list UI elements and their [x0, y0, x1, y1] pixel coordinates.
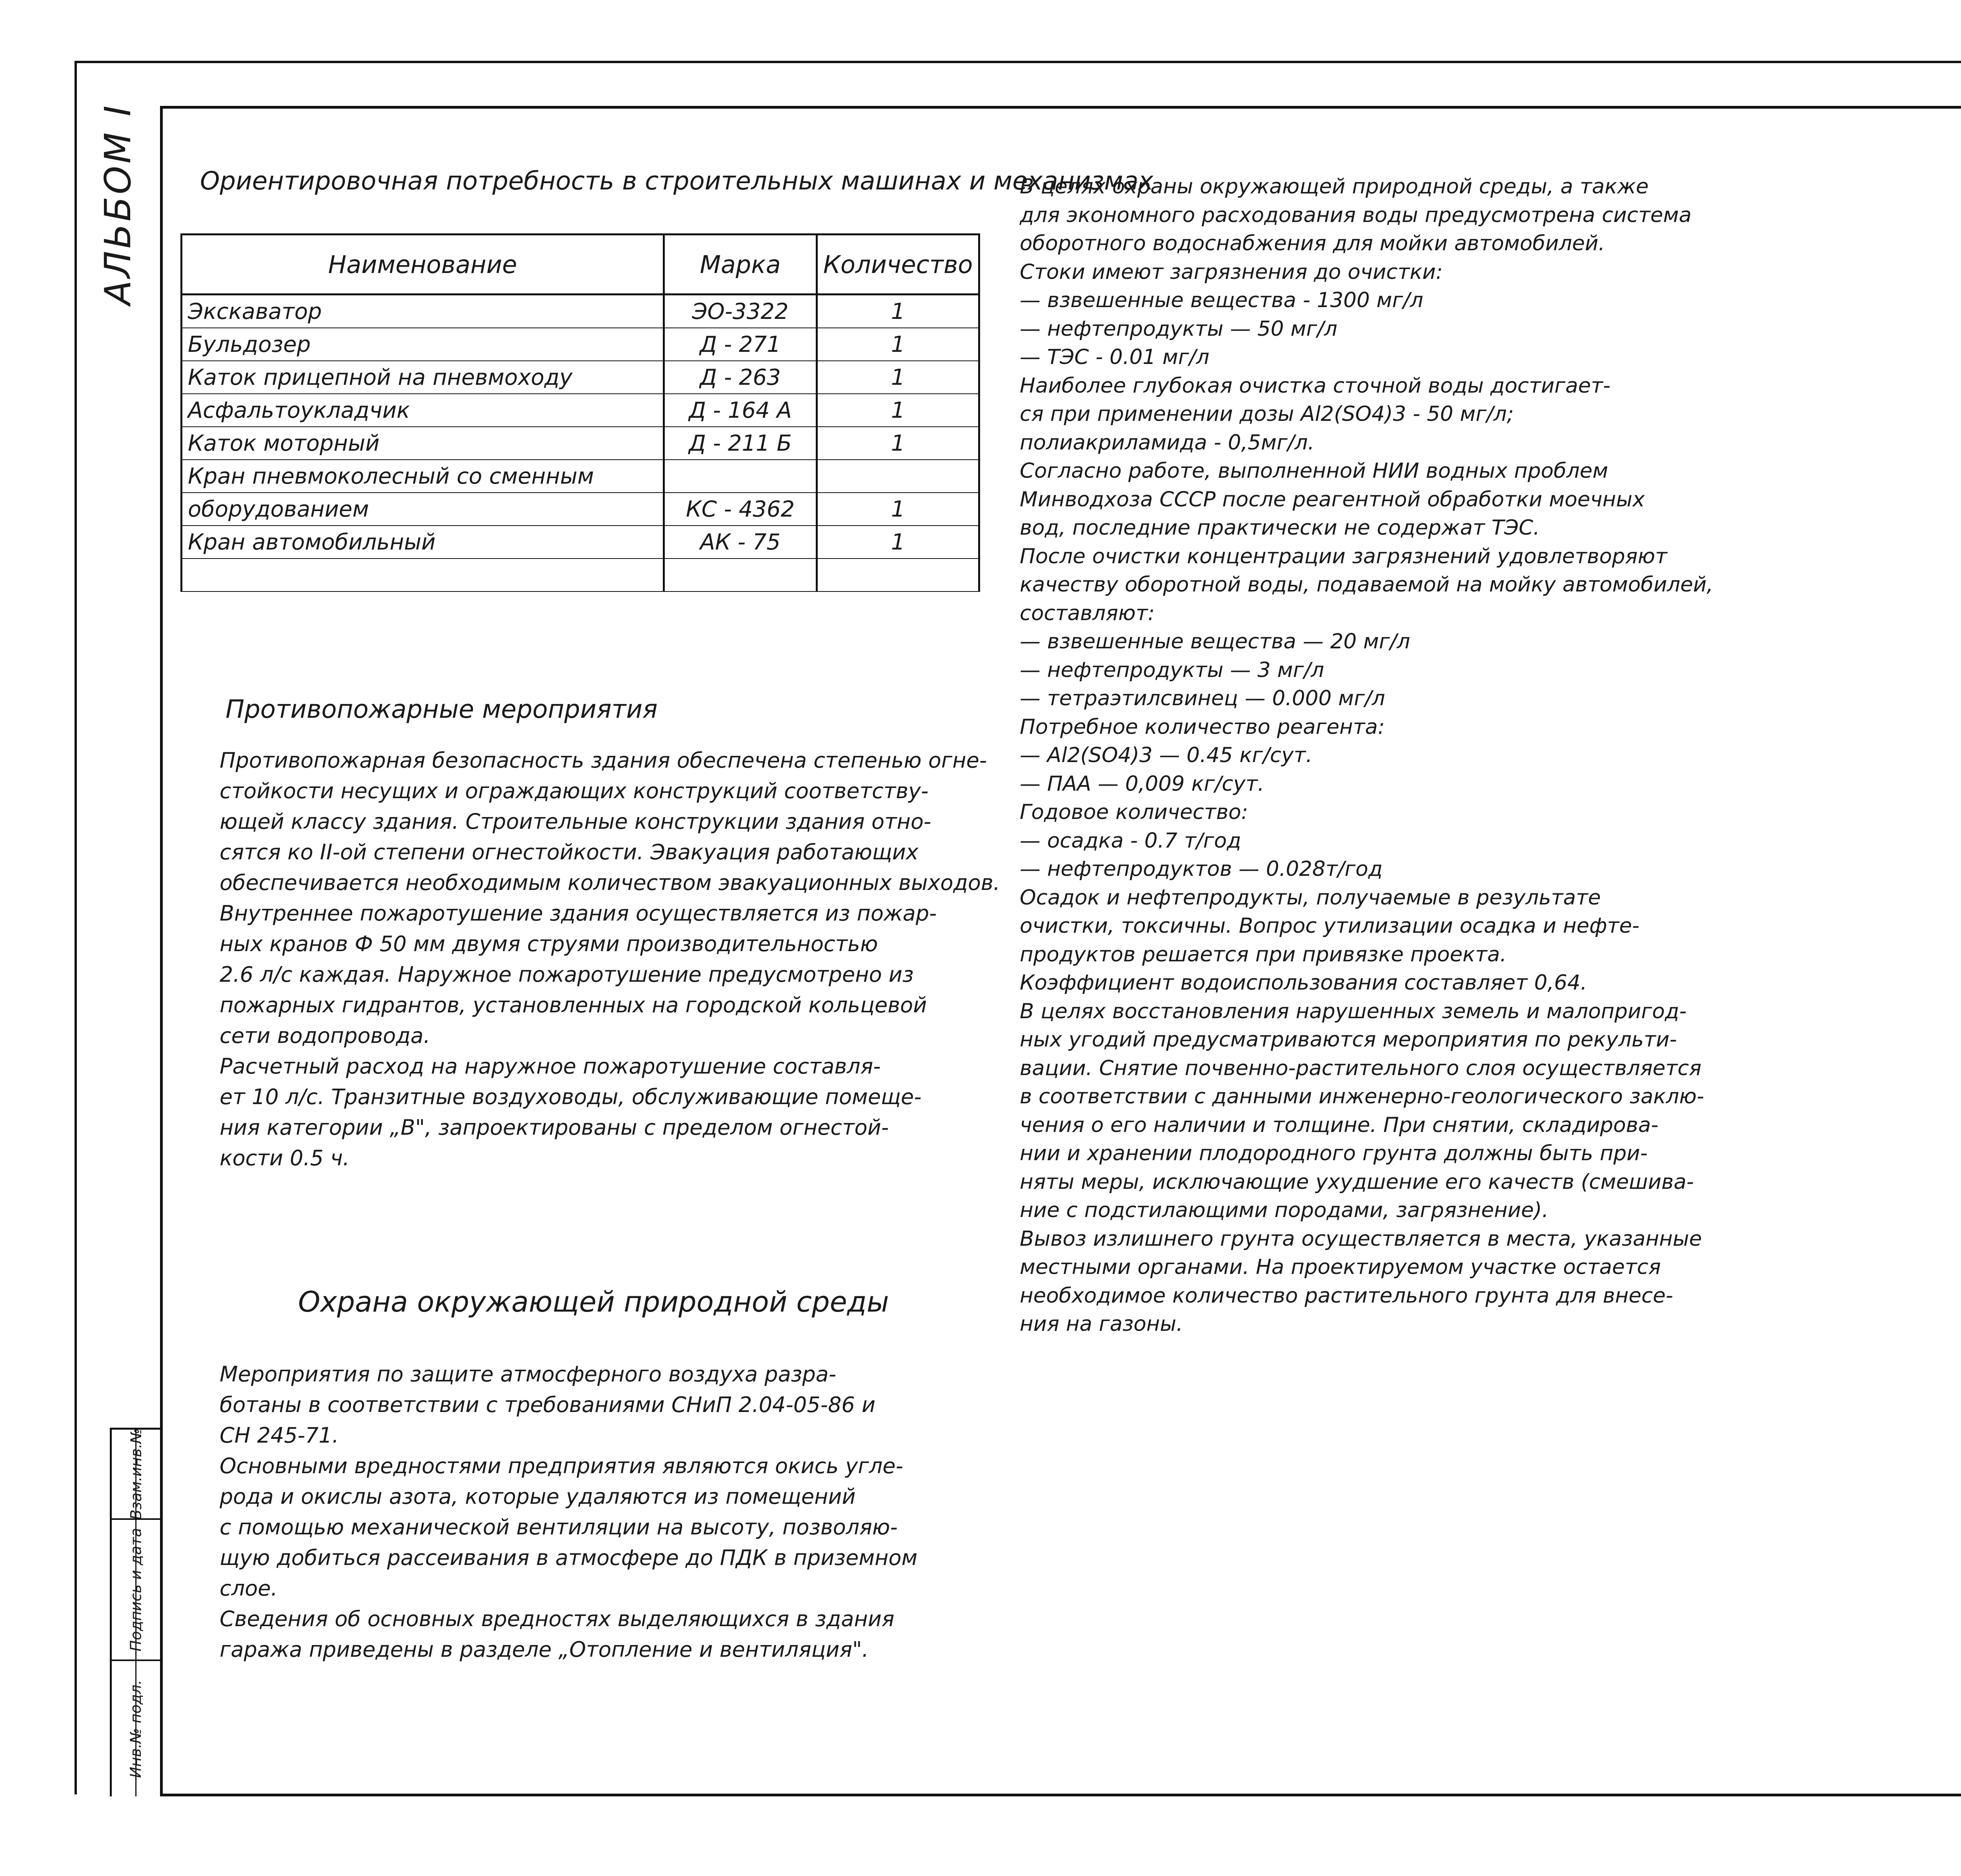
water-line: Коэффициент водоиспользования составляет 0,64.: [1020, 971, 1587, 995]
fire-line: ных кранов Ф 50 мм двумя струями производительностью: [220, 932, 878, 956]
cell-mark: Д - 263: [664, 361, 817, 394]
strip-label-inv: Инв.№ подл.: [127, 1679, 145, 1778]
cell-qty: 1: [817, 394, 979, 427]
album-text: АЛЬБОМ I: [96, 103, 139, 305]
water-line: — ПАА — 0,009 кг/сут.: [1020, 772, 1264, 796]
water-section: [1020, 173, 1713, 1339]
env-heading-block: [298, 1286, 889, 1317]
water-line: Согласно работе, выполненной НИИ водных проблем: [1020, 459, 1608, 483]
water-line: Потребное количество реагента:: [1020, 715, 1385, 739]
water-line: — осадка - 0.7 т/год: [1020, 828, 1241, 853]
header-mark: Марка: [664, 235, 817, 295]
water-line: — нефтепродуктов — 0.028т/год: [1020, 857, 1383, 881]
water-line: — взвешенные вещества - 1300 мг/л: [1020, 288, 1424, 312]
fire-line: Расчетный расход на наружное пожаротушение составля-: [220, 1054, 881, 1079]
fire-line: кости 0.5 ч.: [220, 1146, 350, 1170]
water-line: После очистки концентрации загрязнений удовлетворяют: [1020, 544, 1668, 568]
cell-mark: [664, 460, 817, 493]
env-line: гаража приведены в разделе „Отопление и вентиляция".: [220, 1637, 869, 1662]
water-line: качеству оборотной воды, подаваемой на мойку автомобилей,: [1020, 573, 1714, 597]
header-name: Наименование: [182, 235, 664, 295]
cell-name: оборудованием: [182, 493, 664, 526]
water-line: — взвешенные вещества — 20 мг/л: [1020, 630, 1410, 653]
cell-qty: 1: [817, 295, 979, 328]
water-line: вации. Снятие почвенно-растительного слоя осуществляется: [1020, 1056, 1702, 1080]
cell-name: Асфальтоукладчик: [182, 394, 664, 427]
fire-line: обеспечивается необходимым количеством эвакуационных выходов.: [220, 870, 1000, 895]
cell-mark: ЭО-3322: [664, 295, 817, 328]
water-line: оборотного водоснабжения для мойки автомобилей.: [1020, 231, 1605, 255]
water-line: в соответствии с данными инженерно-геологического заклю-: [1020, 1084, 1705, 1108]
env-line: слое.: [220, 1576, 278, 1601]
cell-mark: [664, 559, 817, 591]
water-line: ся при применении дозы Al2(SO4)3 - 50 мг/л;: [1020, 402, 1514, 426]
water-line: продуктов решается при привязке проекта.: [1020, 942, 1507, 966]
env-section: [220, 1359, 917, 1665]
strip-label-signature: Подпись и дата: [127, 1528, 145, 1652]
header-qty: Количество: [817, 235, 979, 295]
water-line: очистки, токсичны. Вопрос утилизации осадка и нефте-: [1020, 914, 1640, 938]
water-line: ных угодий предусматриваются мероприятия по рекульти-: [1020, 1028, 1677, 1052]
env-line: щую добиться рассеивания в атмосфере до ПДК в приземном: [220, 1545, 918, 1570]
water-line: Осадок и нефтепродукты, получаемые в результате: [1020, 885, 1601, 910]
table-row: [182, 460, 979, 493]
cell-qty: 1: [817, 427, 979, 460]
env-line: с помощью механической вентиляции на высоту, позволяю-: [220, 1515, 898, 1539]
cell-qty: 1: [817, 526, 979, 559]
water-line: Наиболее глубокая очистка сточной воды достигает-: [1020, 373, 1611, 398]
water-line: — нефтепродукты — 50 мг/л: [1020, 317, 1337, 341]
table-header-row: [182, 235, 979, 295]
env-line: Мероприятия по защите атмосферного воздуха разра-: [220, 1362, 837, 1387]
table-row: [182, 394, 979, 427]
water-line: В целях восстановления нарушенных земель и малопригод-: [1020, 999, 1687, 1023]
water-line: Вывоз излишнего грунта осуществляется в места, указанные: [1020, 1226, 1702, 1251]
water-line: ние с подстилающими породами, загрязнение).: [1020, 1198, 1549, 1222]
cell-mark: Д - 271: [664, 328, 817, 361]
water-line: вод, последние практически не содержат ТЭС.: [1020, 516, 1540, 540]
cell-mark: АК - 75: [664, 526, 817, 559]
cell-name: Кран автомобильный: [182, 526, 664, 559]
cell-qty: [817, 460, 979, 493]
fire-line: ющей классу здания. Строительные конструкции здания отно-: [220, 809, 931, 834]
water-line: Минводхоза СССР после реагентной обработки моечных: [1020, 487, 1645, 511]
cell-name: Бульдозер: [182, 328, 664, 361]
env-line: рода и окислы азота, которые удаляются из помещений: [220, 1484, 856, 1509]
fire-line: стойкости несущих и ограждающих конструкций соответству-: [220, 779, 929, 803]
fire-heading-block: [226, 694, 658, 725]
water-line: для экономного расходования воды предусмотрена система: [1020, 203, 1692, 227]
env-line: Сведения об основных вредностях выделяющихся в здания: [220, 1607, 895, 1631]
water-line: чения о его наличии и толщине. При снятии, складирова-: [1020, 1113, 1659, 1137]
cell-name: Экскаватор: [182, 295, 664, 328]
fire-line: сятся ко II-ой степени огнестойкости. Эвакуация работающих: [220, 840, 919, 864]
water-line: — тетраэтилсвинец — 0.000 мг/л: [1020, 686, 1385, 710]
fire-line: Противопожарная безопасность здания обеспечена степенью огне-: [220, 748, 987, 773]
water-line: В целях охраны окружающей природной среды, а также: [1020, 175, 1649, 198]
water-line: составляют:: [1020, 601, 1155, 625]
table-row: [182, 295, 979, 328]
album-label: [96, 103, 139, 305]
cell-qty: [817, 559, 979, 591]
fire-line: сети водопровода.: [220, 1023, 430, 1048]
equipment-table: [180, 233, 980, 592]
cell-name: Каток моторный: [182, 427, 664, 460]
binding-strip: [110, 1428, 160, 1796]
env-line: Основными вредностями предприятия являются окись угле-: [220, 1454, 903, 1478]
water-line: полиакриламида - 0,5мг/л.: [1020, 430, 1315, 455]
fire-section: [220, 745, 1000, 1174]
cell-qty: 1: [817, 361, 979, 394]
water-line: нии и хранении плодородного грунта должны быть при-: [1020, 1141, 1648, 1165]
table-row: [182, 361, 979, 394]
water-line: местными органами. На проектируемом участке остается: [1020, 1255, 1661, 1279]
table-row: [182, 526, 979, 559]
env-heading: Охрана окружающей природной среды: [298, 1285, 889, 1318]
cell-name: Кран пневмоколесный со сменным: [182, 460, 664, 493]
water-line: Годовое количество:: [1020, 800, 1248, 824]
strip-cell-inv: [112, 1661, 160, 1796]
cell-qty: 1: [817, 493, 979, 526]
table-row: [182, 328, 979, 361]
strip-cell-signature: [112, 1520, 160, 1661]
cell-name: [182, 559, 664, 591]
fire-line: пожарных гидрантов, установленных на городской кольцевой: [220, 993, 927, 1017]
env-line: ботаны в соответствии с требованиями СНиП 2.04-05-86 и: [220, 1392, 876, 1417]
cell-mark: Д - 164 А: [664, 394, 817, 427]
water-line: — нефтепродукты — 3 мг/л: [1020, 658, 1324, 682]
cell-mark: Д - 211 Б: [664, 427, 817, 460]
fire-line: Внутреннее пожаротушение здания осуществляется из пожар-: [220, 901, 937, 926]
strip-label-replace: Взам.инв.№: [127, 1428, 145, 1520]
table-row: [182, 427, 979, 460]
water-line: необходимое количество растительного грунта для внесе-: [1020, 1283, 1674, 1308]
cell-name: Каток прицепной на пневмоходу: [182, 361, 664, 394]
cell-qty: 1: [817, 328, 979, 361]
fire-line: ния категории „В", запроектированы с пределом огнестой-: [220, 1115, 889, 1140]
fire-heading: Противопожарные мероприятия: [226, 695, 658, 724]
water-line: ния на газоны.: [1020, 1312, 1183, 1336]
env-line: СН 245-71.: [220, 1423, 339, 1448]
water-line: — ТЭС - 0.01 мг/л: [1020, 345, 1210, 369]
fire-line: 2.6 л/с каждая. Наружное пожаротушение предусмотрено из: [220, 962, 914, 987]
table-caption: Ориентировочная потребность в строительных машинах и механизмах: [200, 167, 1153, 196]
water-line: Стоки имеют загрязнения до очистки:: [1020, 260, 1443, 284]
fire-line: ет 10 л/с. Транзитные воздуховоды, обслуживающие помеще-: [220, 1084, 922, 1109]
table-row: [182, 493, 979, 526]
cell-mark: КС - 4362: [664, 493, 817, 526]
table-row: [182, 559, 979, 591]
strip-cell-replace: [112, 1430, 160, 1520]
water-line: няты меры, исключающие ухудшение его качеств (смешива-: [1020, 1170, 1694, 1194]
water-line: — Al2(SO4)3 — 0.45 кг/сут.: [1020, 743, 1313, 767]
